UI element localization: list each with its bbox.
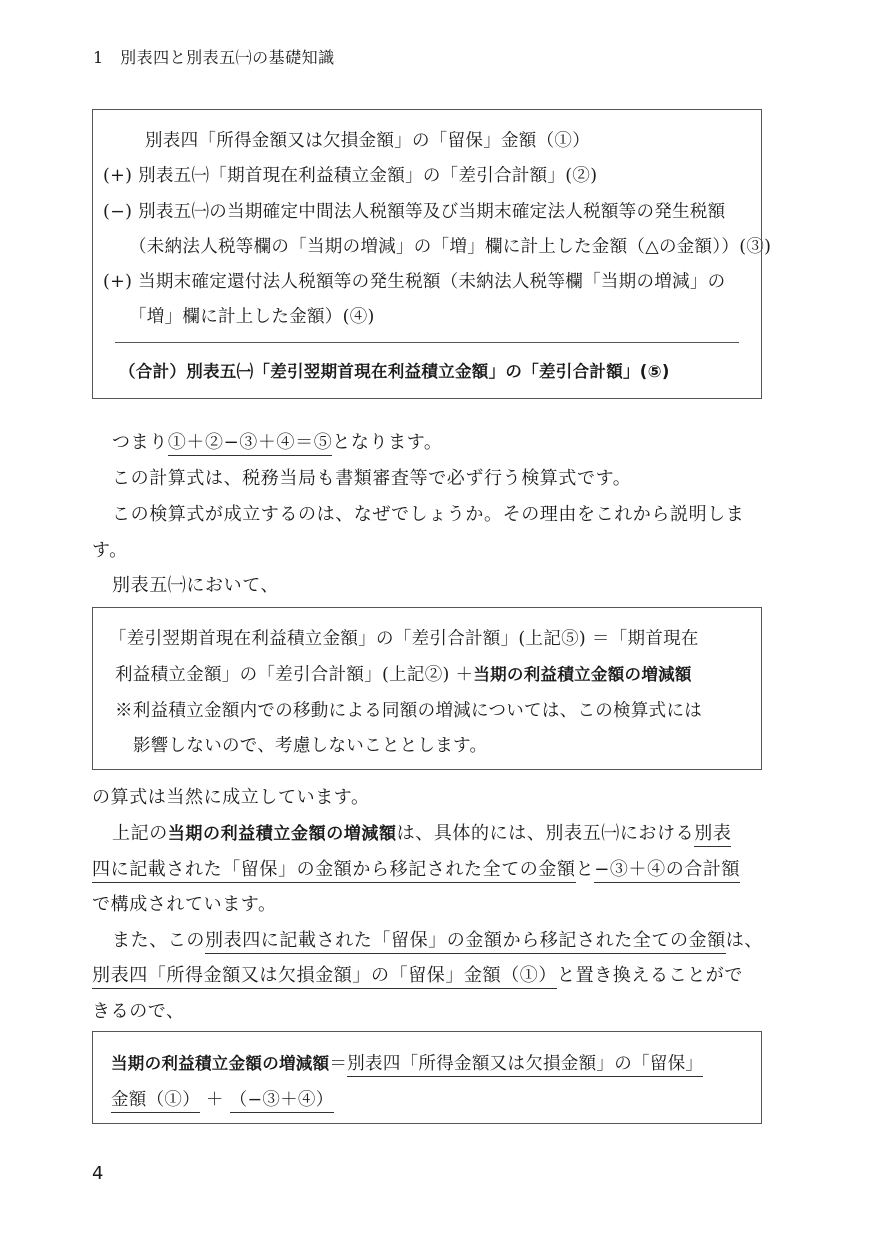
- para7-l2-b: と置き換えることがで: [557, 965, 743, 986]
- para6-l1-u: 別表: [694, 823, 731, 847]
- box3-line2: [111, 1086, 334, 1111]
- box3-line1: [111, 1050, 703, 1075]
- para3-line2: す。: [92, 540, 128, 561]
- box3-l1-u: 別表四「所得金額又は欠損金額」の「留保」: [347, 1054, 703, 1077]
- box2-line4: 影響しないので、考慮しないこととします。: [133, 736, 488, 756]
- box2-line2: [115, 661, 692, 686]
- para7-l2-u: 別表四「所得金額又は欠損金額」の「留保」金額（①）: [92, 965, 557, 989]
- para7-l1-a: また、この: [112, 930, 205, 951]
- formula-box: [92, 109, 772, 399]
- box3-l2-plus: ＋: [205, 1090, 224, 1110]
- box3-l1-eq: ＝: [329, 1054, 348, 1074]
- para1-formula: ①＋②−③＋④＝⑤: [168, 432, 332, 456]
- para5: の算式は当然に成立しています。: [92, 787, 370, 808]
- box3-l1-bold: 当期の利益積立金額の増減額: [111, 1054, 330, 1073]
- para4: 別表五㈠において、: [112, 575, 280, 596]
- page-number: 4: [92, 1163, 104, 1184]
- para6-l1-a: 上記の: [112, 823, 168, 844]
- para1-tail: となります。: [332, 432, 443, 453]
- box2-line2-normal: 利益積立金額」の「差引合計額」(上記②) ＋: [115, 665, 474, 685]
- box2-line2-bold: 当期の利益積立金額の増減額: [473, 665, 692, 684]
- para6-line2: [92, 855, 740, 881]
- para7-line1: [112, 926, 763, 952]
- para6-l2-u2: −③＋④の合計額: [594, 859, 740, 883]
- box1-line6: 「増」欄に計上した金額）(④): [129, 307, 375, 327]
- box1-divider: [115, 342, 739, 343]
- box3-l2-u2: （−③＋④）: [230, 1090, 334, 1113]
- para2: この計算式は、税務当局も書類審査等で必ず行う検算式です。: [112, 468, 632, 489]
- para6-l1-b: は、具体的には、別表五㈠における: [396, 823, 695, 844]
- para3-line1: この検算式が成立するのは、なぜでしょうか。その理由をこれから説明しま: [112, 504, 745, 525]
- para7-line3: きるので、: [92, 1001, 185, 1022]
- box1-line4: （未納法人税等欄の「当期の増減」の「増」欄に計上した金額（△の金額））(③): [129, 237, 772, 257]
- running-head: 1 別表四と別表五㈠の基礎知識: [93, 48, 335, 67]
- para7-l1-u: 別表四に記載された「留保」の金額から移記された全ての金額: [205, 930, 726, 954]
- box1-line2: (+) 別表五㈠「期首現在利益積立金額」の「差引合計額」(②): [103, 166, 598, 186]
- para6-l2-u1: 四に記載された「留保」の金額から移記された全ての金額: [92, 859, 576, 883]
- box1-line3: (−) 別表五㈠の当期確定中間法人税額等及び当期末確定法人税額等の発生税額: [103, 202, 726, 222]
- para7-line2: [92, 961, 743, 987]
- para1: [112, 428, 442, 454]
- para6-l1-bold: 当期の利益積立金額の増減額: [167, 824, 397, 844]
- box1-total: （合計）別表五㈠「差引翌期首現在利益積立金額」の「差引合計額」(⑤): [119, 362, 670, 381]
- para6-l2-mid: と: [575, 859, 595, 880]
- para1-lead: つまり: [112, 432, 168, 453]
- box2-line3: ※利益積立金額内での移動による同額の増減については、この検算式には: [115, 701, 703, 721]
- para6-line3: で構成されています。: [92, 894, 277, 915]
- para7-l1-b: は、: [725, 930, 763, 951]
- box3-l2-u1: 金額（①）: [111, 1090, 200, 1113]
- box2-line1: 「差引翌期首現在利益積立金額」の「差引合計額」(上記⑤) ＝「期首現在: [109, 629, 699, 649]
- box1-line5: (+) 当期末確定還付法人税額等の発生税額（未納法人税等欄「当期の増減」の: [103, 272, 726, 292]
- equation-box: [92, 607, 762, 770]
- result-box: [92, 1031, 762, 1124]
- box1-line1: 別表四「所得金額又は欠損金額」の「留保」金額（①）: [145, 131, 590, 151]
- para6-line1: [112, 819, 731, 845]
